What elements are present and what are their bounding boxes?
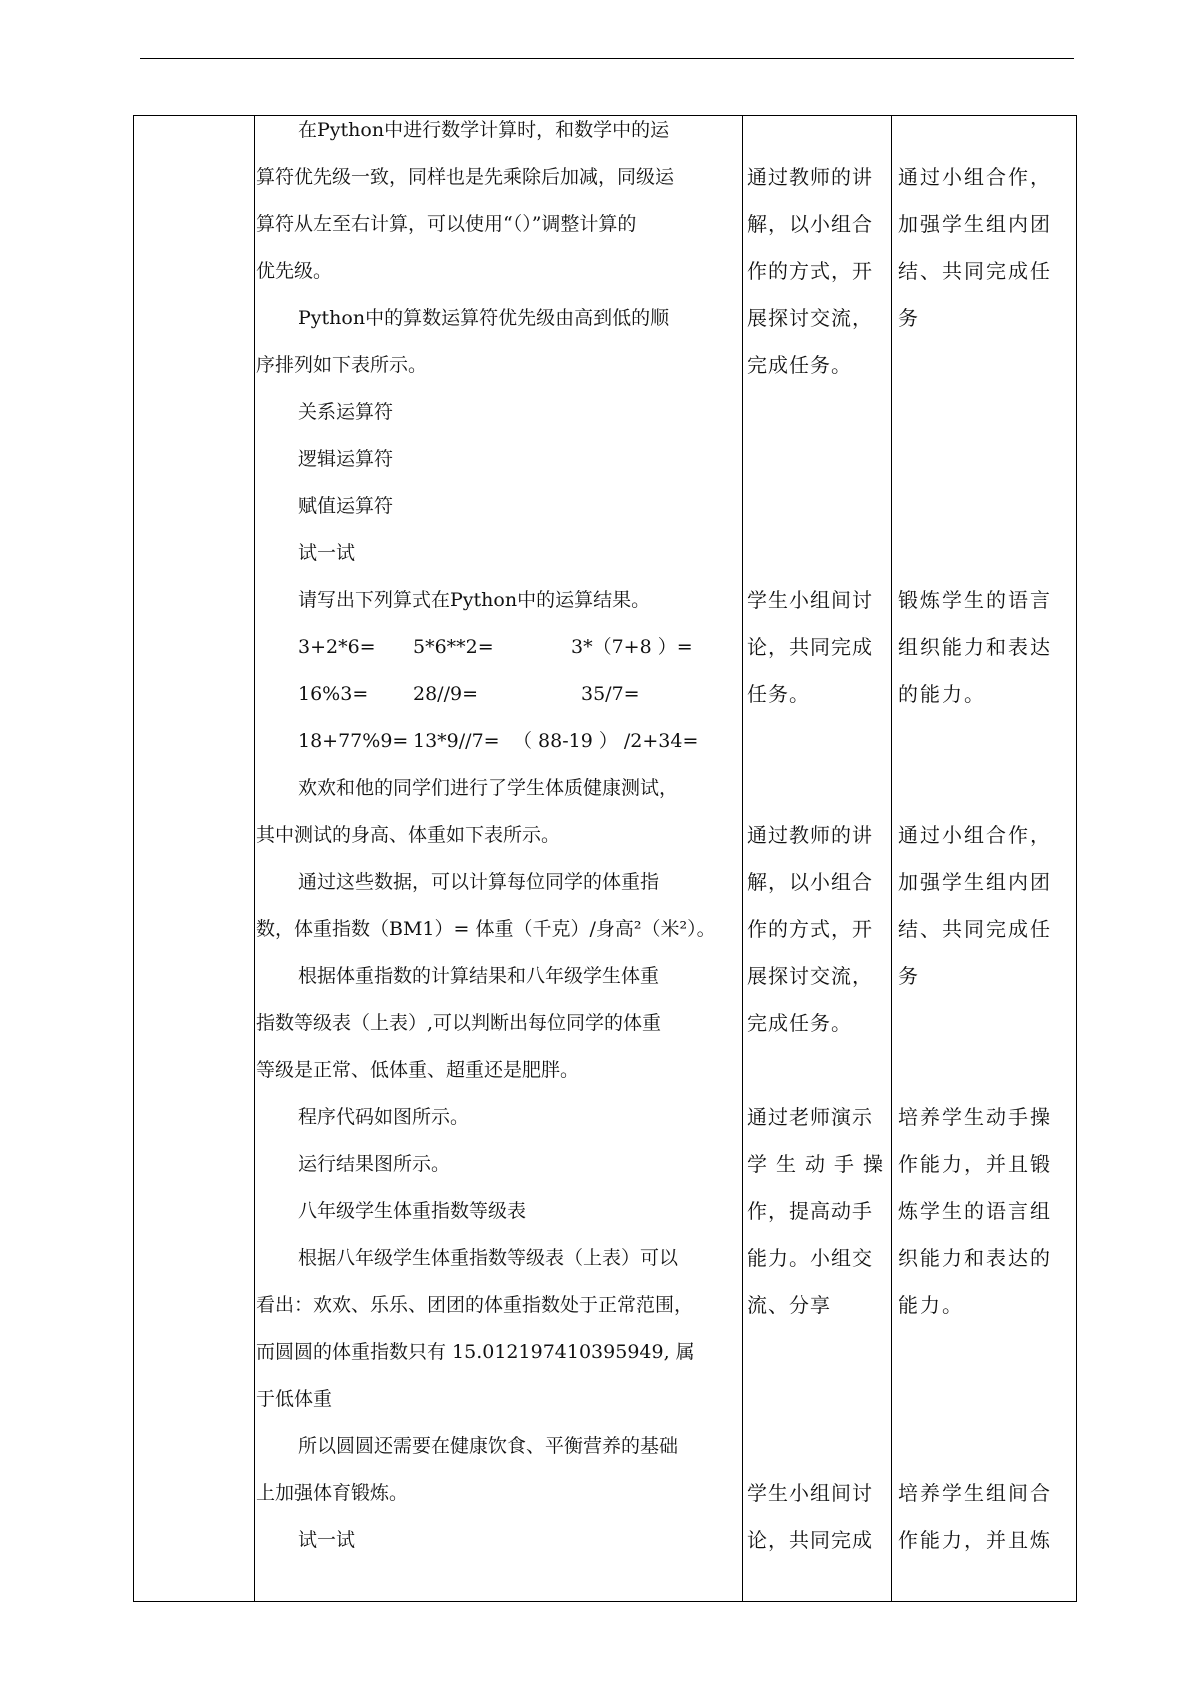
goal-line: 务 — [898, 964, 920, 988]
paragraph-line: 序排列如下表所示。 — [256, 354, 428, 376]
paragraph-line: 上加强体育锻炼。 — [256, 1482, 409, 1504]
goal-line: 培养学生动手操 — [898, 1105, 1052, 1129]
paragraph-line: 算符优先级一致，同样也是先乘除后加减，同级运 — [256, 166, 675, 188]
teacher-line: 解，以小组合 — [747, 212, 873, 236]
teacher-line: 作，提高动手 — [747, 1199, 873, 1223]
expression-row — [256, 633, 736, 661]
teacher-line: 学生小组间讨 — [747, 1481, 873, 1505]
teacher-line: 能力。小组交 — [747, 1246, 873, 1270]
paragraph-line: 数，体重指数（BM1）= 体重（千克）/身高²（米²）。 — [256, 918, 716, 940]
paragraph-line: 根据体重指数的计算结果和八年级学生体重 — [298, 965, 660, 987]
expression-row — [256, 727, 736, 755]
teacher-activity-column — [747, 116, 892, 1601]
goal-line: 通过小组合作， — [898, 165, 1052, 189]
expression: 28//9= — [413, 683, 478, 705]
teacher-line: 通过老师演示 — [747, 1105, 873, 1129]
teacher-line: 论，共同完成 — [747, 635, 873, 659]
paragraph-line: 算符从左至右计算，可以使用“（）”调整计算的 — [256, 213, 637, 235]
list-item: 试一试 — [298, 542, 356, 564]
paragraph-line: 在Python中进行数学计算时，和数学中的运 — [298, 119, 670, 141]
expression: 13*9//7= — [413, 730, 500, 752]
goal-line: 加强学生组内团 — [898, 212, 1052, 236]
expression-row — [256, 680, 736, 708]
teacher-line: 解，以小组合 — [747, 870, 873, 894]
teacher-line: 作的方式，开 — [747, 259, 873, 283]
goal-line: 培养学生组间合 — [898, 1481, 1052, 1505]
goal-line: 炼学生的语言组 — [898, 1199, 1052, 1223]
teacher-line: 流、分享 — [747, 1293, 831, 1317]
paragraph-line: 通过这些数据，可以计算每位同学的体重指 — [298, 871, 660, 893]
expression: 3+2*6= — [298, 636, 376, 658]
goal-line: 组织能力和表达 — [898, 635, 1052, 659]
paragraph-line: 所以圆圆还需要在健康饮食、平衡营养的基础 — [298, 1435, 679, 1457]
paragraph-line: 程序代码如图所示。 — [298, 1106, 470, 1128]
paragraph-line: Python中的算数运算符优先级由高到低的顺 — [298, 307, 670, 329]
goal-line: 的能力。 — [898, 682, 986, 706]
goal-line: 通过小组合作， — [898, 823, 1052, 847]
list-item: 赋值运算符 — [298, 495, 394, 517]
column-divider — [891, 116, 892, 1601]
expression: （ 88-19 ） /2+34= — [513, 730, 699, 752]
list-item: 逻辑运算符 — [298, 448, 394, 470]
goal-line: 作能力，并且炼 — [898, 1528, 1052, 1552]
goal-line: 加强学生组内团 — [898, 870, 1052, 894]
teacher-line: 学生动手操 — [747, 1152, 892, 1176]
teacher-line: 任务。 — [747, 682, 810, 706]
teacher-line: 作的方式，开 — [747, 917, 873, 941]
teacher-line: 展探讨交流， — [747, 306, 873, 330]
paragraph-line: 等级是正常、低体重、超重还是肥胖。 — [256, 1059, 580, 1081]
paragraph-line: 于低体重 — [256, 1388, 333, 1410]
paragraph-line: 试一试 — [298, 1529, 356, 1551]
paragraph-line: 优先级。 — [256, 260, 333, 282]
lesson-table — [133, 115, 1077, 1602]
teacher-line: 通过教师的讲 — [747, 165, 873, 189]
goal-line: 结、共同完成任 — [898, 259, 1052, 283]
teacher-line: 完成任务。 — [747, 1011, 852, 1035]
paragraph-line: 欢欢和他的同学们进行了学生体质健康测试， — [298, 777, 679, 799]
paragraph-line: 运行结果图所示。 — [298, 1153, 451, 1175]
task-prompt: 请写出下列算式在Python中的运算结果。 — [298, 589, 651, 611]
paragraph-line: 根据八年级学生体重指数等级表（上表）可以 — [298, 1247, 679, 1269]
teacher-line: 完成任务。 — [747, 353, 852, 377]
goal-line: 结、共同完成任 — [898, 917, 1052, 941]
teacher-line: 学生小组间讨 — [747, 588, 873, 612]
header-rule — [140, 58, 1074, 59]
expression: 16%3= — [298, 683, 369, 705]
goal-line: 能力。 — [898, 1293, 964, 1317]
goal-line: 作能力，并且锻 — [898, 1152, 1052, 1176]
teacher-line: 通过教师的讲 — [747, 823, 873, 847]
expression: 18+77%9= — [298, 730, 409, 752]
expression: 3*（7+8 ）= — [571, 636, 693, 658]
teacher-line: 展探讨交流， — [747, 964, 873, 988]
paragraph-line: 而圆圆的体重指数只有 15.012197410395949, 属 — [256, 1341, 695, 1363]
goal-line: 务 — [898, 306, 920, 330]
goal-line: 锻炼学生的语言 — [898, 588, 1052, 612]
expression: 35/7= — [581, 683, 640, 705]
teacher-line: 论，共同完成 — [747, 1528, 873, 1552]
expression: 5*6**2= — [413, 636, 494, 658]
paragraph-line: 看出：欢欢、乐乐、团团的体重指数处于正常范围， — [256, 1294, 694, 1316]
paragraph-line: 八年级学生体重指数等级表 — [298, 1200, 527, 1222]
column-divider — [742, 116, 743, 1601]
goal-line: 织能力和表达的 — [898, 1246, 1052, 1270]
column-divider — [254, 116, 255, 1601]
paragraph-line: 指数等级表（上表）,可以判断出每位同学的体重 — [256, 1012, 662, 1034]
paragraph-line: 其中测试的身高、体重如下表所示。 — [256, 824, 561, 846]
design-intent-column — [898, 116, 1068, 1601]
list-item: 关系运算符 — [298, 401, 394, 423]
content-column — [256, 116, 736, 1601]
